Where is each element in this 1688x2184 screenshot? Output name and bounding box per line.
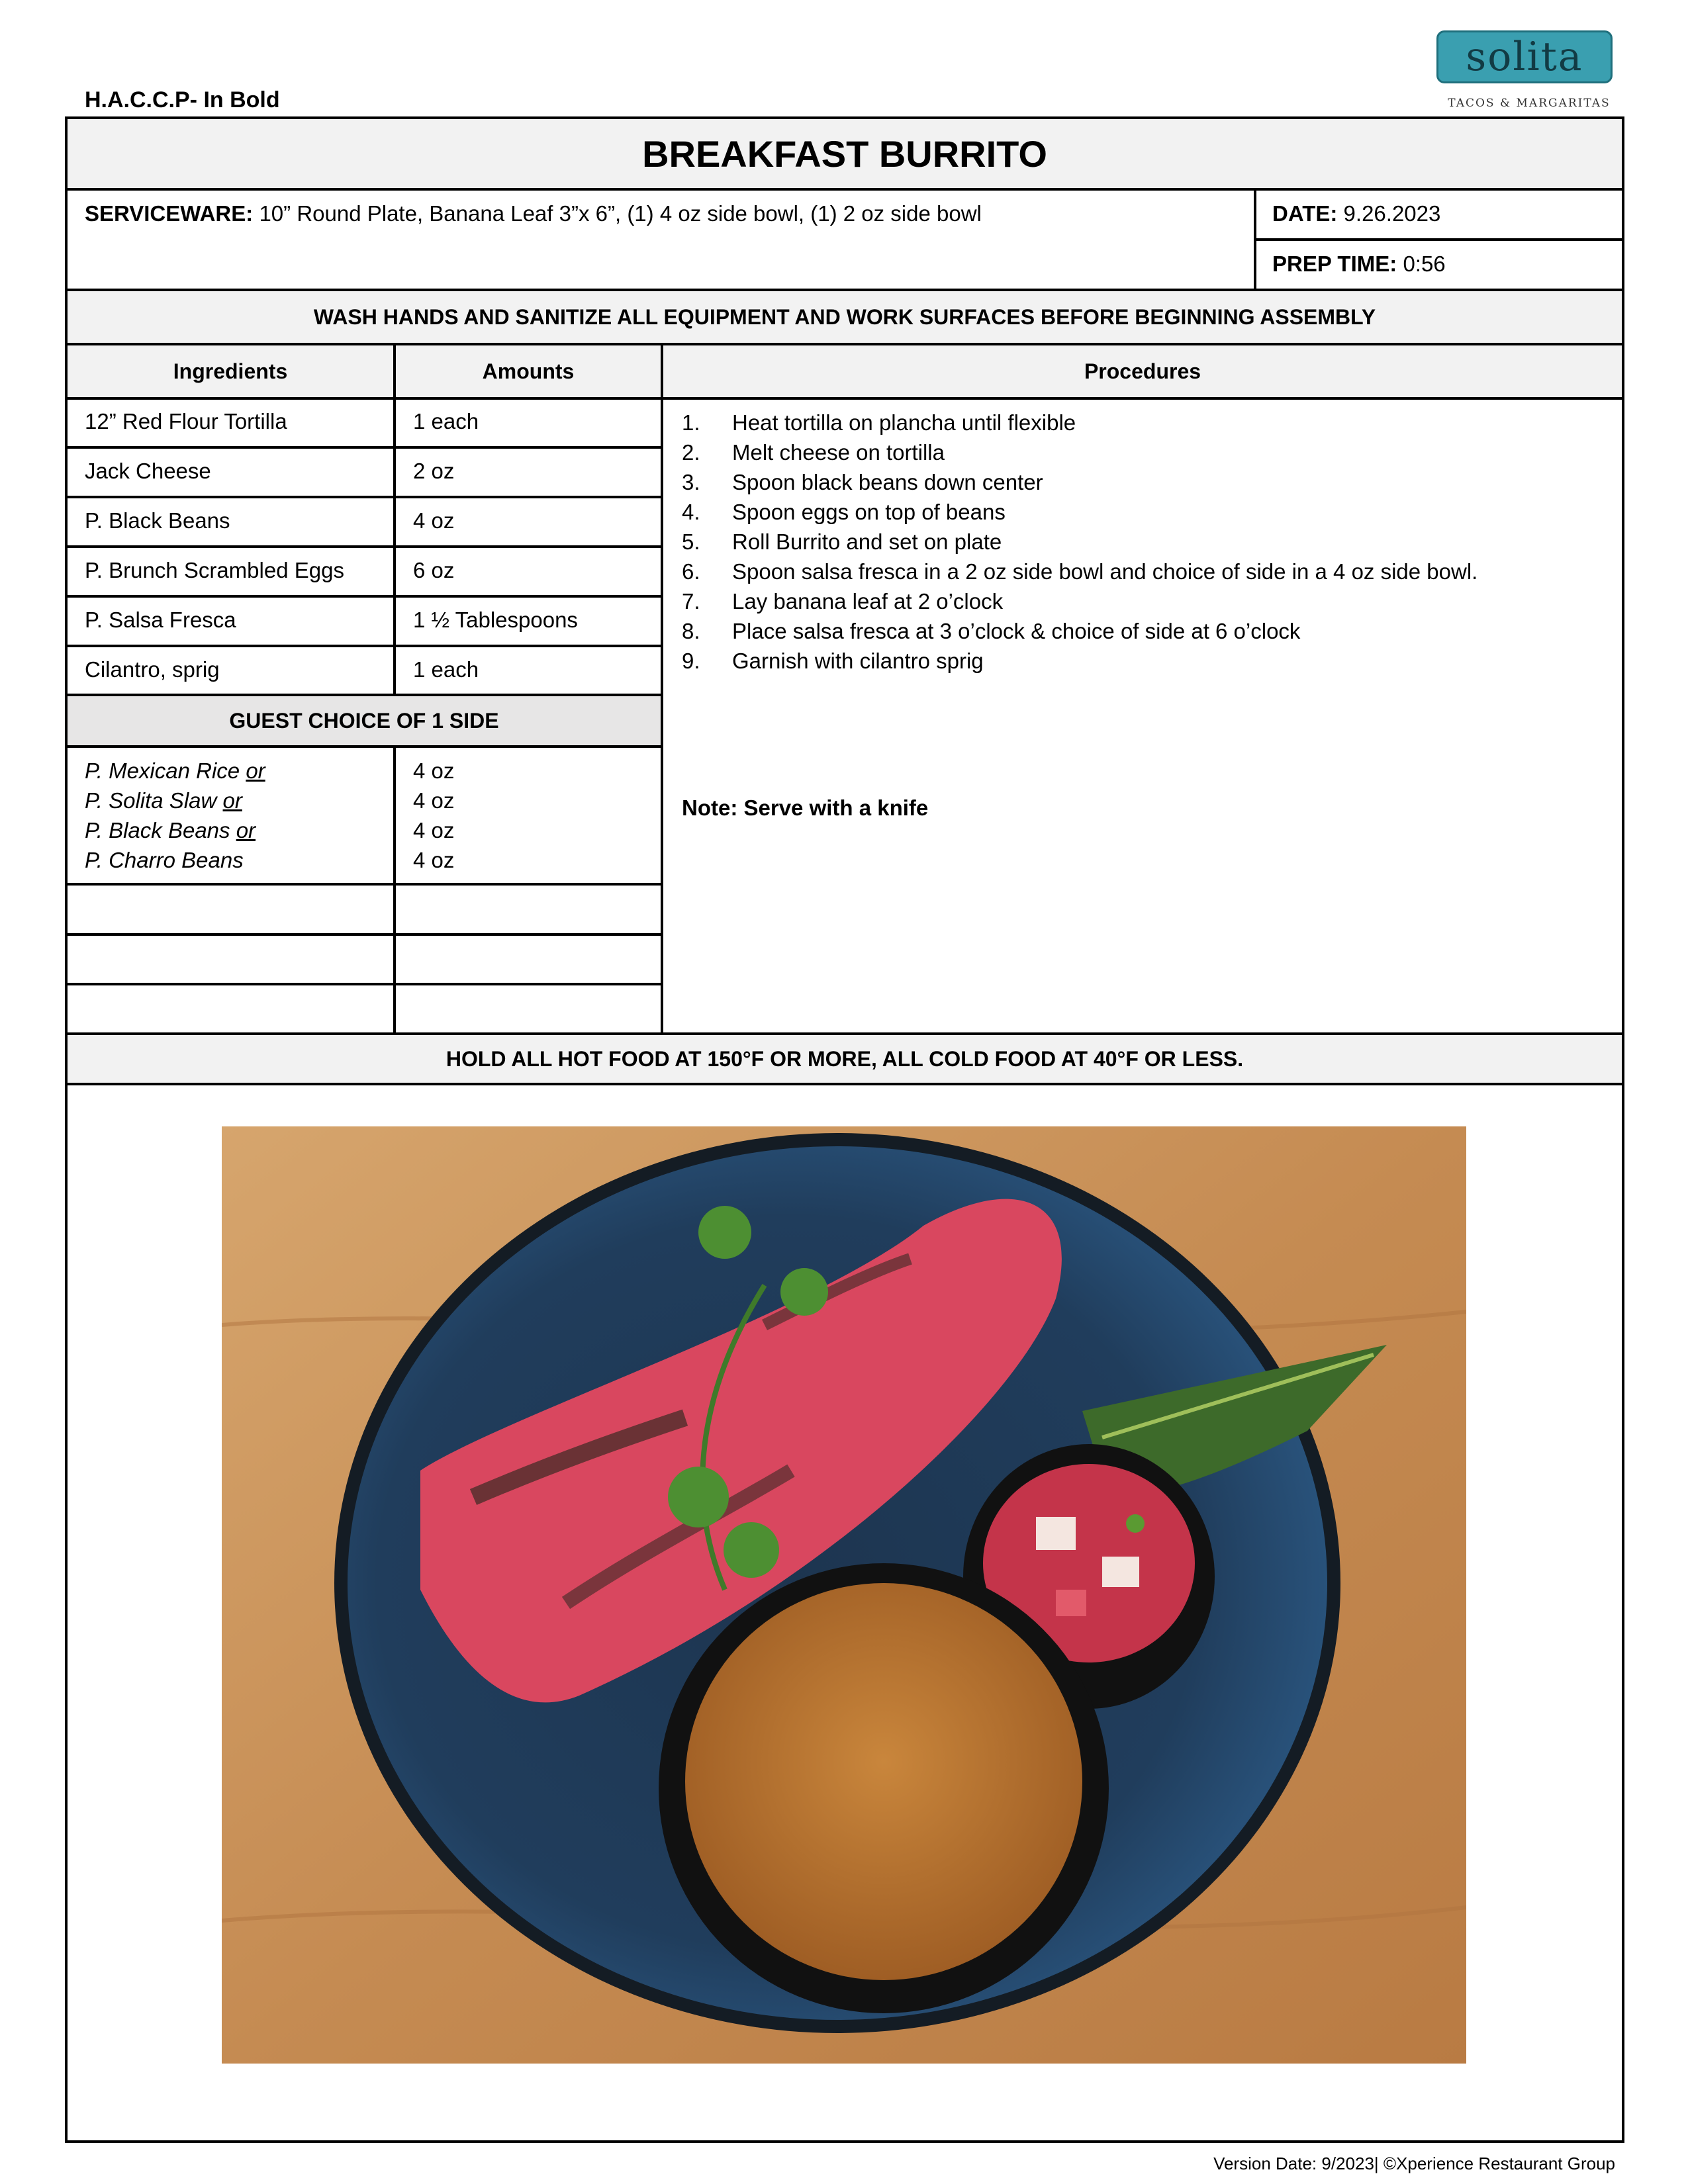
step-text: Lay banana leaf at 2 o’clock	[732, 589, 1004, 614]
ingredient-name: 12” Red Flour Tortilla	[85, 409, 287, 433]
rule	[65, 446, 661, 449]
side-amount: 4 oz	[413, 848, 455, 872]
step-text: Spoon eggs on top of beans	[732, 500, 1006, 524]
serviceware	[85, 201, 982, 226]
rule	[65, 933, 661, 936]
step-text: Place salsa fresca at 3 o’clock & choice of side at 6 o’clock	[732, 619, 1301, 643]
side-amount: 4 oz	[413, 788, 455, 813]
rule	[1254, 188, 1256, 289]
serviceware-value: 10” Round Plate, Banana Leaf 3”x 6”, (1) 4 oz side bowl, (1) 2 oz side bowl	[259, 201, 982, 226]
ingredient-amount: 2 oz	[413, 459, 455, 483]
prep-value: 0:56	[1403, 251, 1446, 276]
ingredient-amount: 4 oz	[413, 508, 455, 533]
rule	[1254, 238, 1624, 241]
side-choice	[85, 756, 265, 786]
solita-logo	[1436, 30, 1615, 86]
side-name: P. Black Beans	[85, 818, 236, 842]
procedure-step	[682, 586, 1477, 616]
side-amount: 4 oz	[413, 818, 455, 842]
ingredient-amount: 1 each	[413, 657, 479, 682]
rule	[65, 1083, 1624, 1085]
side-amounts	[413, 756, 454, 875]
ingredient-name: Cilantro, sprig	[85, 657, 220, 682]
step-number: 5.	[682, 529, 700, 554]
serviceware-label: SERVICEWARE:	[85, 201, 254, 226]
date-label: DATE:	[1272, 201, 1338, 226]
side-or: or	[222, 788, 242, 813]
side-name: P. Mexican Rice	[85, 758, 246, 783]
plated-dish-photo	[222, 1126, 1466, 2064]
side-amount: 4 oz	[413, 758, 455, 783]
procedure-step	[682, 497, 1477, 527]
rule	[65, 595, 661, 598]
side-choice	[85, 815, 265, 845]
ingredient-name: P. Brunch Scrambled Eggs	[85, 558, 344, 582]
rule	[661, 343, 663, 1032]
side-name: P. Charro Beans	[85, 848, 244, 872]
procedure-list	[682, 408, 1477, 676]
procedure-step	[682, 437, 1477, 467]
guest-choice-label: GUEST CHOICE OF 1 SIDE	[229, 708, 499, 733]
rule	[65, 397, 1624, 400]
step-text: Garnish with cilantro sprig	[732, 649, 984, 673]
rule	[65, 645, 661, 647]
rule	[65, 188, 1624, 191]
amounts-header: Amounts	[482, 359, 575, 383]
rule	[393, 745, 396, 1032]
wash-notice: WASH HANDS AND SANITIZE ALL EQUIPMENT AND WORK SURFACES BEFORE BEGINNING ASSEMBLY	[313, 304, 1376, 329]
step-number: 8.	[682, 619, 700, 643]
side-name: P. Solita Slaw	[85, 788, 223, 813]
procedure-step	[682, 527, 1477, 557]
step-text: Spoon salsa fresca in a 2 oz side bowl and choice of side in a 4 oz side bowl.	[732, 559, 1478, 584]
step-number: 4.	[682, 500, 700, 524]
date	[1272, 201, 1440, 226]
rule	[65, 496, 661, 498]
logo-word: solita	[1466, 34, 1583, 80]
step-text: Spoon black beans down center	[732, 470, 1043, 494]
procedure-step	[682, 557, 1477, 586]
logo-tagline: TACOS & MARGARITAS	[1448, 97, 1611, 110]
prep-label: PREP TIME:	[1272, 251, 1397, 276]
haccp-note: H.A.C.C.P- In Bold	[85, 87, 280, 113]
rule	[65, 883, 661, 886]
ingredient-name: P. Black Beans	[85, 508, 230, 533]
step-number: 6.	[682, 559, 700, 584]
ingredient-name: P. Salsa Fresca	[85, 608, 236, 632]
step-number: 7.	[682, 589, 700, 614]
prep-time	[1272, 251, 1446, 277]
ingredient-amount: 1 each	[413, 409, 479, 433]
version-footer: Version Date: 9/2023| ©Xperience Restaurant Group	[1213, 2154, 1615, 2173]
ingredients-header: Ingredients	[173, 359, 288, 383]
step-number: 2.	[682, 440, 700, 465]
rule	[65, 983, 661, 985]
serving-note: Note: Serve with a knife	[682, 796, 929, 820]
side-or: or	[246, 758, 265, 783]
side-choices	[85, 756, 265, 875]
side-choice	[85, 845, 265, 875]
step-number: 3.	[682, 470, 700, 494]
step-number: 1.	[682, 410, 700, 435]
date-value: 9.26.2023	[1343, 201, 1441, 226]
ingredient-name: Jack Cheese	[85, 459, 211, 483]
step-text: Melt cheese on tortilla	[732, 440, 945, 465]
hold-notice: HOLD ALL HOT FOOD AT 150°F OR MORE, ALL COLD FOOD AT 40°F OR LESS.	[445, 1046, 1244, 1071]
ingredient-amount: 1 ½ Tablespoons	[413, 608, 578, 632]
side-or: or	[236, 818, 256, 842]
step-text: Roll Burrito and set on plate	[732, 529, 1002, 554]
rule	[65, 745, 661, 748]
side-choice	[85, 786, 265, 815]
ingredient-amount: 6 oz	[413, 558, 455, 582]
procedures-header: Procedures	[1084, 359, 1201, 383]
step-number: 9.	[682, 649, 700, 673]
rule	[65, 545, 661, 548]
procedure-step	[682, 646, 1477, 676]
procedure-step	[682, 616, 1477, 646]
procedure-step	[682, 408, 1477, 437]
recipe-title: BREAKFAST BURRITO	[642, 132, 1047, 175]
procedure-step	[682, 467, 1477, 497]
step-text: Heat tortilla on plancha until flexible	[732, 410, 1076, 435]
